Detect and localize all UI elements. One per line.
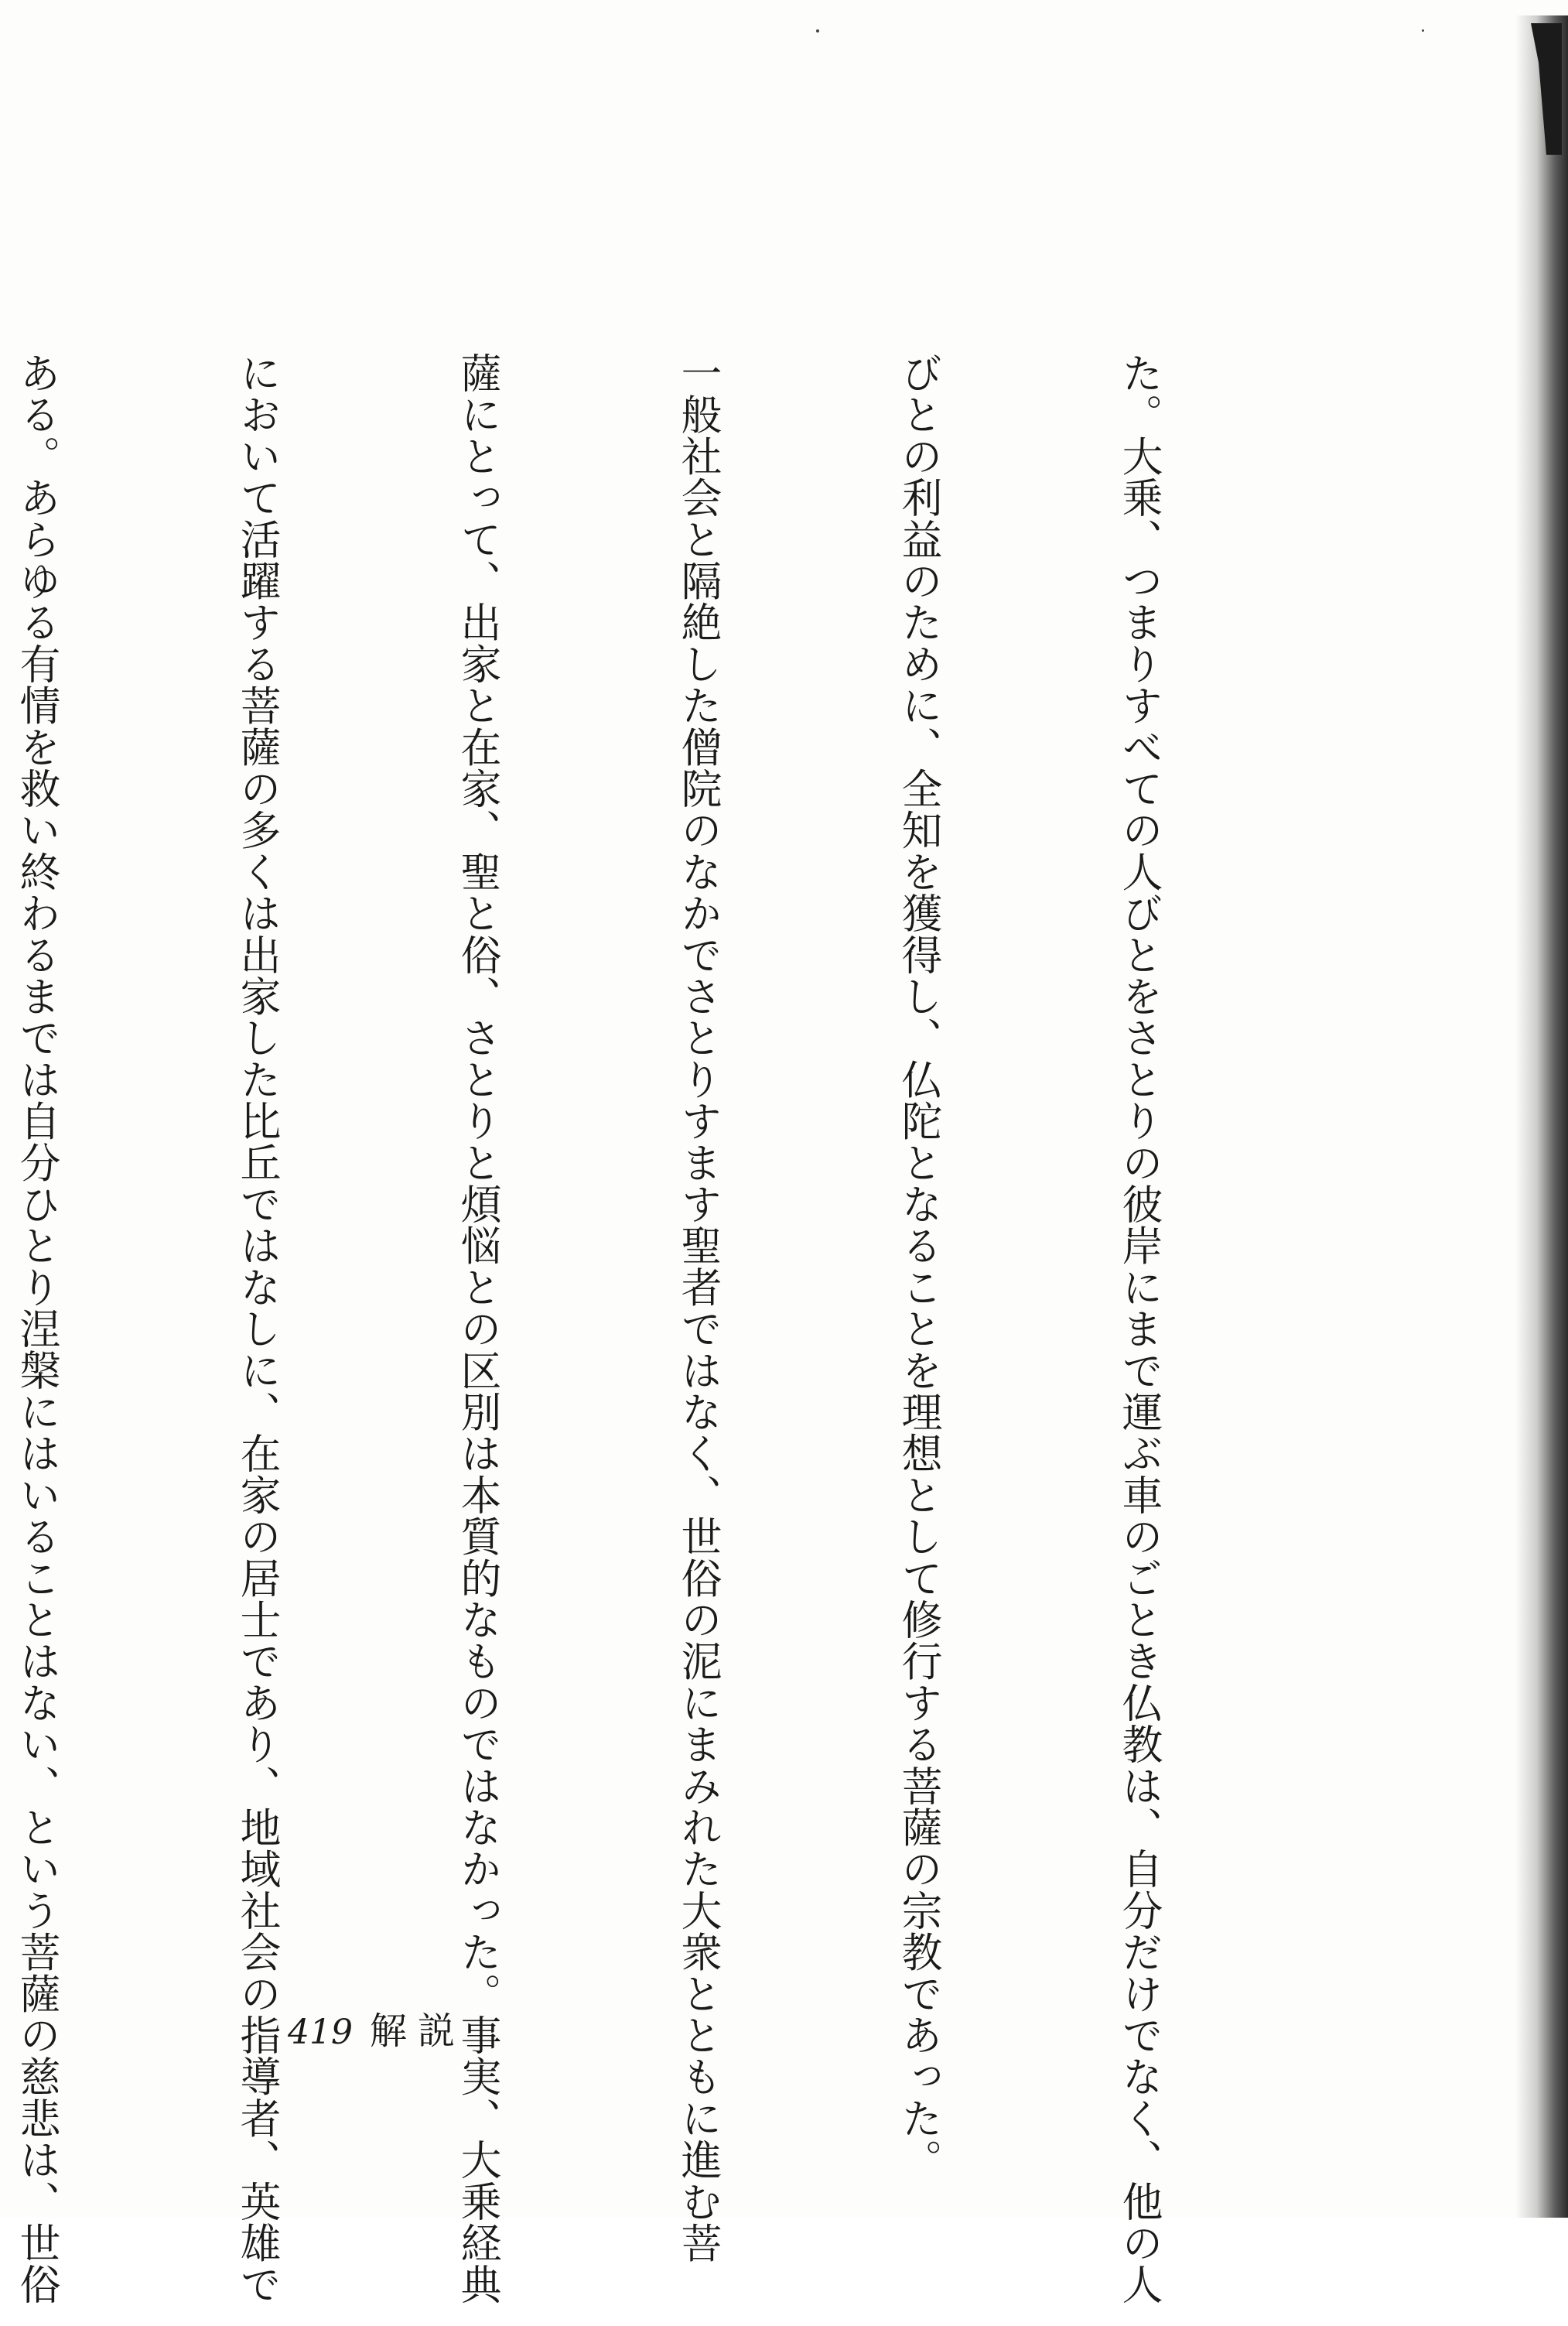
scan-speck — [816, 29, 819, 32]
scan-speck — [1422, 29, 1424, 32]
text-line: 薩にとって、出家と在家、聖と俗、さとりと煩悩との区別は本質的なものではなかった。事実、大乗経典 — [454, 352, 501, 2305]
text-line: た。大乗、つまりすべての人びとをさとりの彼岸にまで運ぶ車のごとき仏教は、自分だけでなく、他の人 — [1115, 352, 1163, 2305]
page-number: 419 — [288, 2013, 353, 2052]
binding-shadow — [1515, 15, 1568, 2218]
text-line: びとの利益のために、全知を獲得し、仏陀となることを理想として修行する菩薩の宗教であった。 — [895, 352, 942, 2181]
page-footer — [288, 2001, 466, 2054]
section-title: 解説 — [369, 2010, 466, 2053]
text-line: 一般社会と隔絶した僧院のなかでさとりすます聖者ではなく、世俗の泥にまみれた大衆とともに進む菩 — [675, 352, 722, 2264]
text-line: ある。あらゆる有情を救い終わるまでは自分ひとり涅槃にはいることはない、という菩薩の慈悲は、世俗 — [13, 352, 60, 2305]
text-line: において活躍する菩薩の多くは出家した比丘ではなしに、在家の居士であり、地域社会の指導者、英雄で — [234, 352, 281, 2305]
